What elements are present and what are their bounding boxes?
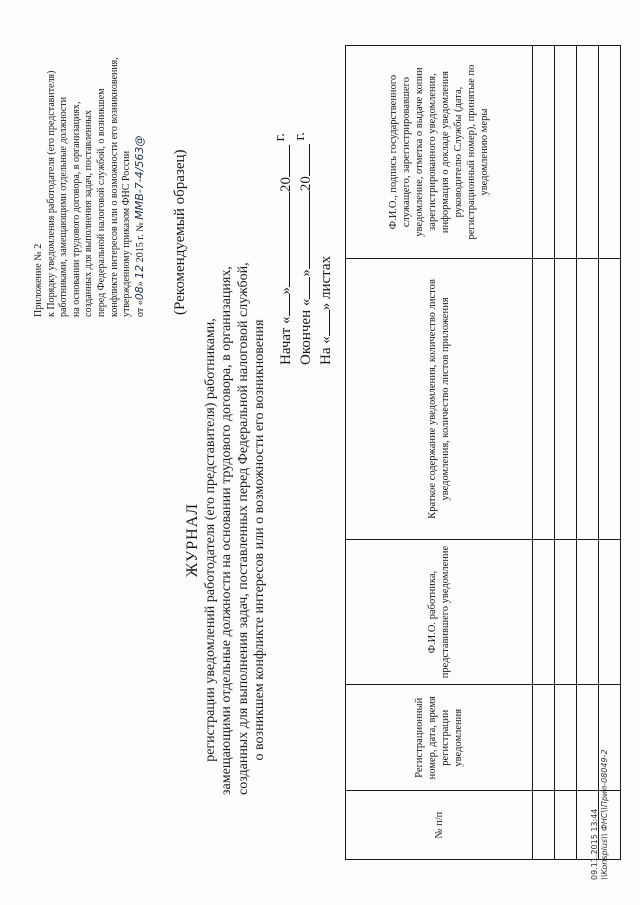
- journal-line: замещающими отдельные должности на основании трудового договора, в организациях,: [219, 266, 234, 795]
- sheets-prefix: На «: [318, 336, 334, 365]
- appendix-line: на основании трудового договора, в организациях,: [70, 101, 82, 317]
- order-month: 12: [132, 264, 146, 279]
- year-prefix: 20: [298, 176, 314, 192]
- table-row: [555, 46, 577, 860]
- order-reference: [134, 57, 148, 317]
- col-registration-header: Регистрационный номер, дата, время регистрации уведомления: [346, 685, 533, 791]
- appendix-line: утвержденному приказом ФНС России: [121, 150, 133, 317]
- month-blank: [295, 191, 310, 269]
- file-footer: [590, 749, 610, 880]
- col-employee-header: Ф.И.О. работника, представившего уведомление: [346, 539, 533, 684]
- order-number: ММВ-7-4/563@: [132, 135, 146, 220]
- table-cell[interactable]: [599, 46, 621, 259]
- table-cell[interactable]: [555, 791, 577, 860]
- table-cell[interactable]: [533, 685, 555, 791]
- footer-path: \\Konsplus\\ ФНС\\Прил-08049-2: [600, 749, 609, 880]
- day-blank: [275, 294, 290, 316]
- table-cell[interactable]: [533, 259, 555, 540]
- started-label: Начат «: [278, 316, 294, 365]
- table-header-row: [346, 46, 533, 860]
- sheets-line: [315, 132, 335, 365]
- order-year: 2015 г. №: [134, 222, 146, 263]
- recommended-label: (Рекомендуемый образец): [172, 149, 188, 315]
- period-block: [272, 132, 335, 365]
- journal-heading: ЖУРНАЛ: [184, 502, 201, 578]
- sheets-blank: [315, 310, 330, 336]
- table-row: [577, 46, 599, 860]
- appendix-line: к Порядку уведомления работодателя (его представителя): [45, 70, 57, 317]
- sheets-suffix: » листах: [318, 255, 334, 311]
- table-cell[interactable]: [555, 259, 577, 540]
- appendix-line: перед Федеральной налоговой службой, о возникшем: [95, 88, 107, 317]
- year-blank: [275, 145, 290, 177]
- day-blank: [295, 277, 310, 299]
- table-cell[interactable]: [555, 46, 577, 259]
- quote-close: »: [298, 269, 314, 277]
- col-summary-header: Краткое содержание уведомления, количество листов уведомления, количество листов приложения: [346, 259, 533, 540]
- appendix-line: Приложение № 2: [33, 243, 44, 317]
- table-cell[interactable]: [577, 46, 599, 259]
- col-number-header: № п/п: [346, 791, 533, 860]
- year-blank: [295, 144, 310, 176]
- footer-timestamp: 09.11.2015 13:44: [590, 808, 599, 880]
- appendix-line: конфликте интересов или о возможности его возникновения,: [108, 57, 120, 317]
- table-cell[interactable]: [577, 259, 599, 540]
- ended-line: [292, 132, 315, 365]
- order-prefix: от «: [134, 300, 146, 317]
- appendix-line: работниками, замещающими отдельные должности: [58, 96, 70, 317]
- table-cell[interactable]: [555, 685, 577, 791]
- registration-table: [345, 45, 621, 860]
- table-cell[interactable]: [577, 539, 599, 684]
- ended-label: Окончен «: [298, 298, 314, 365]
- year-prefix: 20: [278, 176, 294, 192]
- table-row: [533, 46, 555, 860]
- table-cell[interactable]: [599, 259, 621, 540]
- quote-close: »: [278, 286, 294, 295]
- table-cell[interactable]: [555, 539, 577, 684]
- year-suffix: г.: [272, 133, 288, 142]
- table-cell[interactable]: [533, 46, 555, 259]
- col-registrar-header: Ф.И.О., подпись государственного служащего, зарегистрировавшего уведомление, отметка о выдаче копии зарегистрированного уведомления, информация о докладе уведомления руководителю Службы (дата, регистрационный номер), принятые по уведомлению меры: [346, 46, 533, 259]
- journal-title: [184, 262, 269, 795]
- table-row: [599, 46, 621, 860]
- month-blank: [275, 192, 290, 287]
- appendix-line: созданных для выполнения задач, поставленных: [83, 109, 95, 317]
- order-quote: »: [134, 281, 146, 287]
- appendix-note: [33, 57, 147, 317]
- order-day: 08: [132, 286, 146, 301]
- journal-line: регистрации уведомлений работодателя (его представителя) работниками,: [202, 318, 218, 762]
- year-suffix: г.: [292, 132, 308, 141]
- table-cell[interactable]: [533, 791, 555, 860]
- journal-line: о возникшем конфликте интересов или о возможности его возникновения: [252, 319, 267, 761]
- started-line: [272, 132, 295, 365]
- table-cell[interactable]: [533, 539, 555, 684]
- table-cell[interactable]: [599, 539, 621, 684]
- journal-line: созданных для выполнения задач, поставленных перед Федеральной налоговой службой,: [235, 262, 251, 795]
